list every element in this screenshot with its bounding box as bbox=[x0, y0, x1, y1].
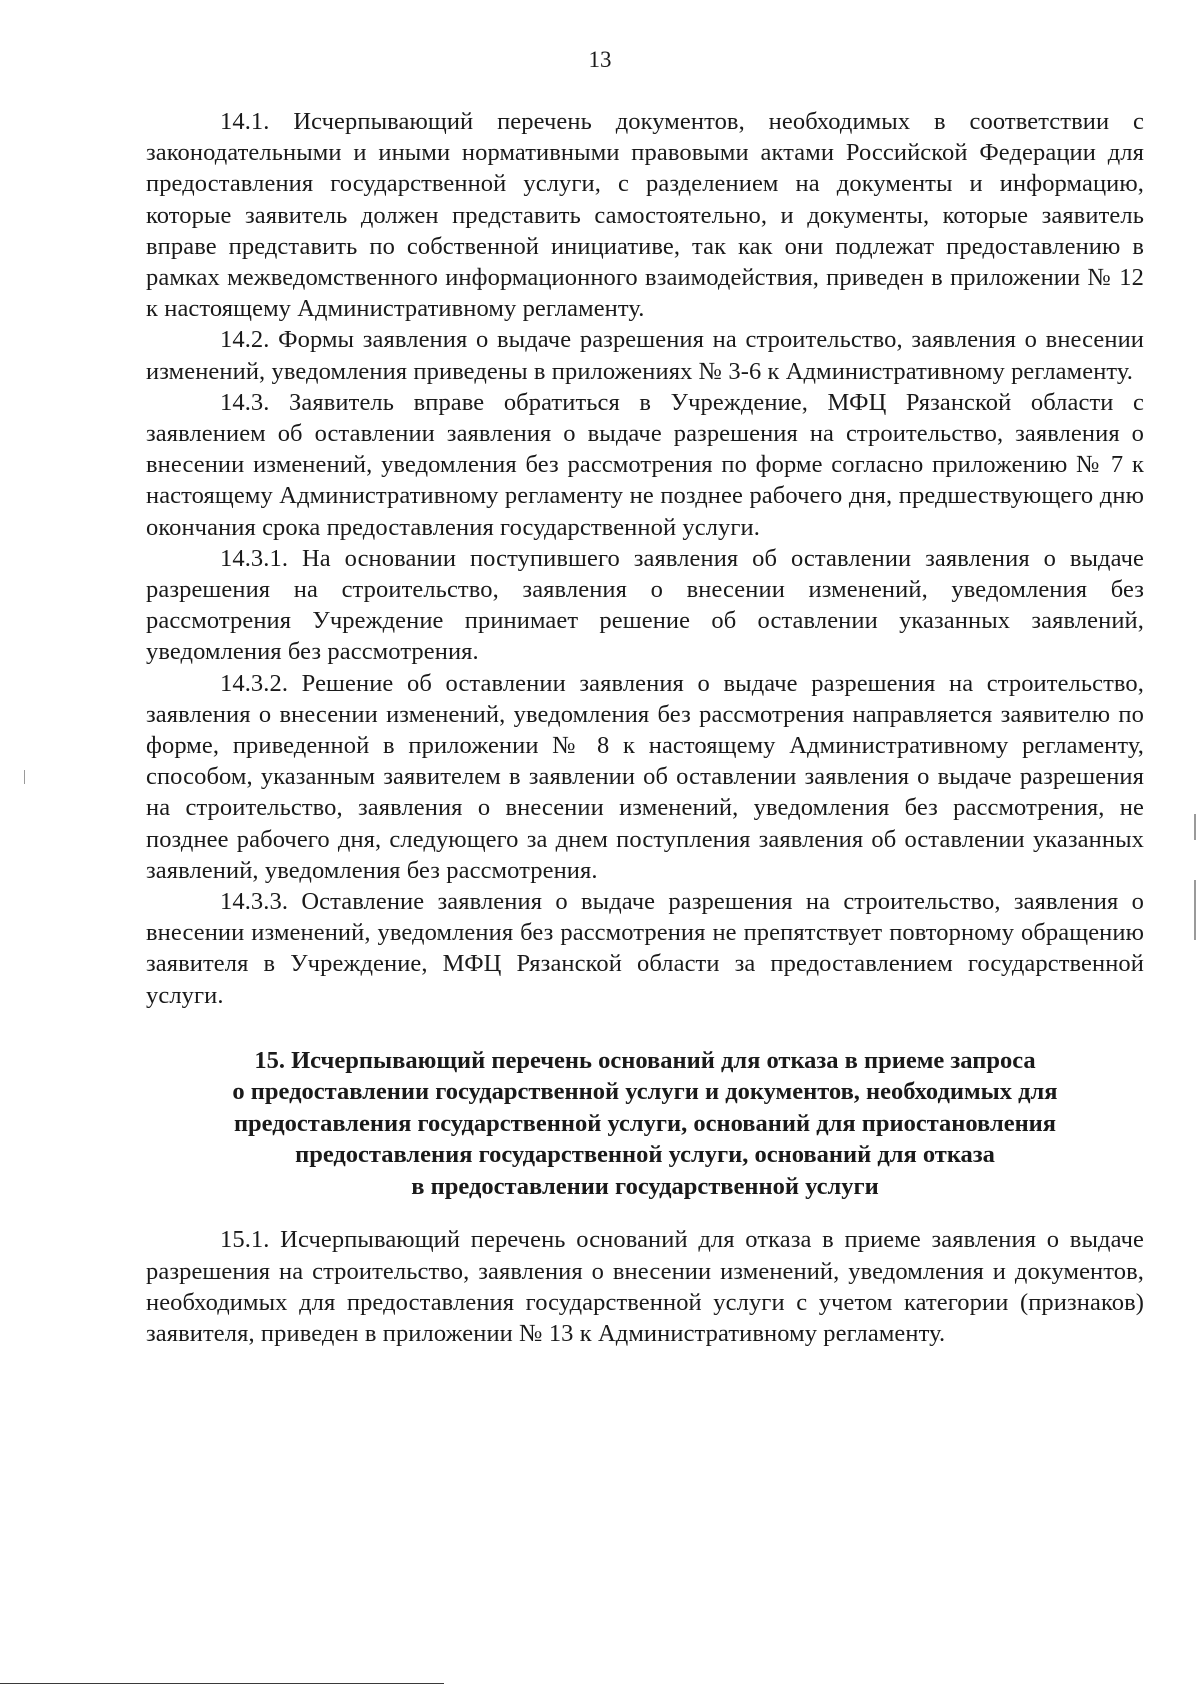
section-15-heading-line: о предоставлении государственной услуги и документов, необходимых для bbox=[232, 1078, 1058, 1106]
paragraph-14-3-1: 14.3.1. На основании поступившего заявления об оставлении заявления о выдаче разрешения на строительство, заявления о внесении изменений, уведомления без рассмотрения Учреждение принимает решение об оставлении указанных заявлений, уведомления без рассмотрения. bbox=[146, 544, 1144, 666]
section-15-heading-line: предоставления государственной услуги, оснований для приостановления bbox=[233, 1109, 1057, 1137]
scan-edge-mark bbox=[1194, 814, 1196, 840]
page-number: 13 bbox=[588, 47, 612, 72]
section-15-heading bbox=[146, 1031, 1144, 1203]
paragraph-15-1: 15.1. Исчерпывающий перечень оснований для отказа в приеме заявления о выдаче разрешения на строительство, заявления о внесении изменений, уведомления и документов, необходимых для предоставления государственной услуги с учетом категории (признаков) заявителя, приведен в приложении № 13 к Административному регламенту. bbox=[146, 1226, 1144, 1347]
paragraph-14-3-2: 14.3.2. Решение об оставлении заявления о выдаче разрешения на строительство, заявления о внесении изменений, уведомления без рассмотрения направляется заявителю по форме, приведенной в приложении № 8 к настоящему Административному регламенту, способом, указанным заявителем в заявлении об оставлении заявления о выдаче разрешения на строительство, заявления о внесении изменений, уведомления без рассмотрения, не позднее рабочего дня, следующего за днем поступления заявления об оставлении указанных заявлений, уведомления без рассмотрения. bbox=[146, 669, 1144, 884]
paragraph-14-3-3: 14.3.3. Оставление заявления о выдаче разрешения на строительство, заявления о внесении изменений, уведомления без рассмотрения не препятствует повторному обращению заявителя в Учреждение, МФЦ Рязанской области за предоставлением государственной услуги. bbox=[146, 888, 1144, 1009]
paragraph-14-1: 14.1. Исчерпывающий перечень документов, необходимых в соответствии с законодательными и иными нормативными правовыми актами Российской Федерации для предоставления государственной услуги, с разделением на документы и информацию, которые заявитель должен представить самостоятельно, и документы, которые заявитель вправе представить по собственной инициативе, так как они подлежат предоставлению в рамках межведомственного информационного взаимодействия, приведен в приложении № 12 к настоящему Административному регламенту. bbox=[146, 108, 1144, 323]
section-15-heading-line: предоставления государственной услуги, оснований для отказа bbox=[295, 1141, 995, 1169]
section-15-heading-line: 15. Исчерпывающий перечень оснований для отказа в приеме запроса bbox=[254, 1046, 1036, 1074]
scan-edge-mark bbox=[1194, 880, 1196, 940]
section-15-heading-line: в предоставлении государственной услуги bbox=[411, 1172, 879, 1200]
paragraph-14-2: 14.2. Формы заявления о выдаче разрешения на строительство, заявления о внесении изменений, уведомления приведены в приложениях № 3-6 к Административному регламенту. bbox=[146, 326, 1144, 385]
scan-edge-mark bbox=[24, 770, 25, 784]
section-spacer bbox=[146, 1202, 1144, 1224]
bottom-rule bbox=[0, 1683, 444, 1684]
paragraph-14-3: 14.3. Заявитель вправе обратиться в Учреждение, МФЦ Рязанской области с заявлением об оставлении заявления о выдаче разрешения на строительство, заявления о внесении изменений, уведомления без рассмотрения по форме согласно приложению № 7 к настоящему Административному регламенту не позднее рабочего дня, предшествующего дню окончания срока предоставления государственной услуги. bbox=[146, 388, 1144, 541]
document-body bbox=[146, 106, 1144, 1349]
